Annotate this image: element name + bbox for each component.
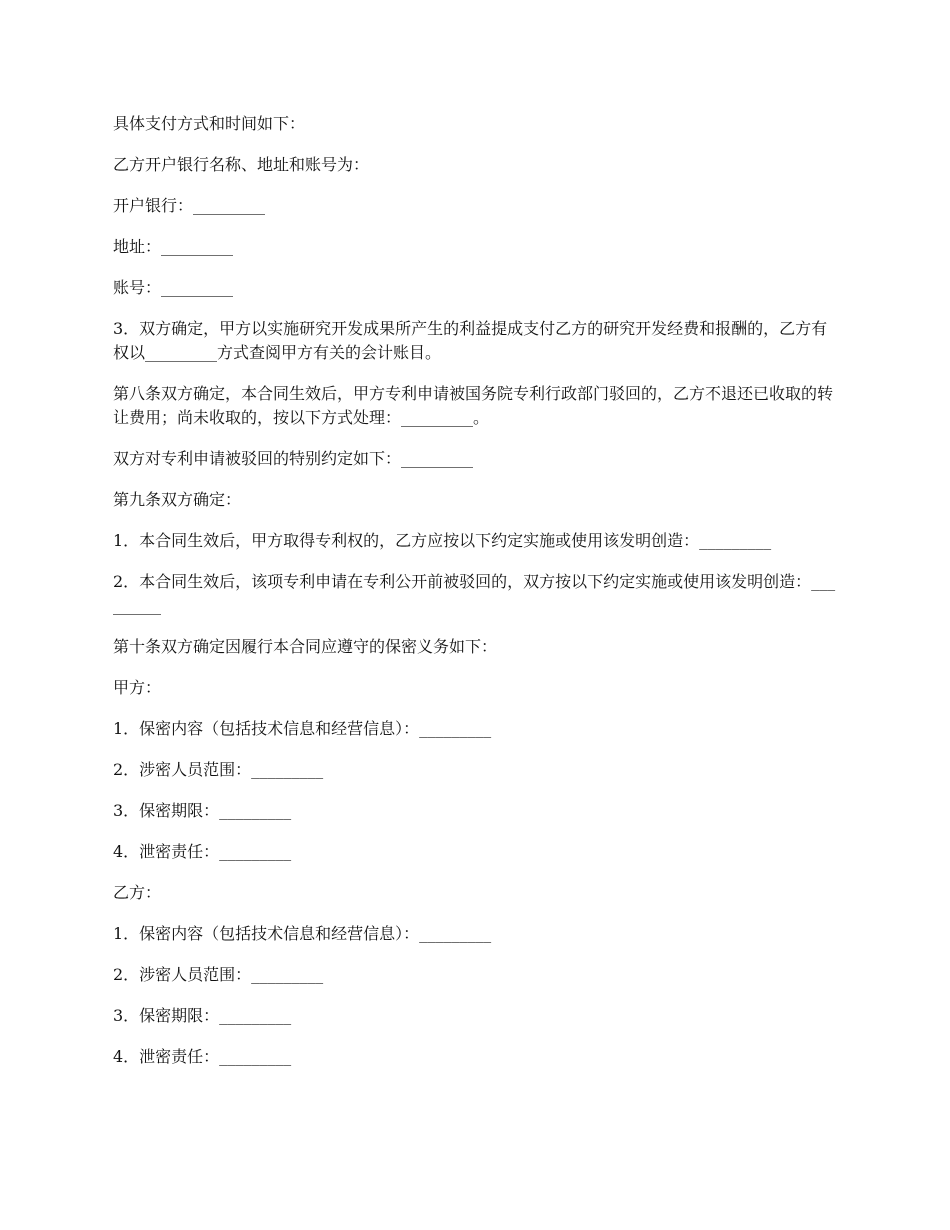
document-page bbox=[113, 112, 841, 1086]
paragraph-article-9-item-1: 1．本合同生效后，甲方取得专利权的，乙方应按以下约定实施或使用该发明创造：_________ bbox=[113, 531, 772, 550]
paragraph-party-a-item-1: 1．保密内容（包括技术信息和经营信息）：_________ bbox=[113, 719, 492, 738]
paragraph-party-a-heading: 甲方： bbox=[113, 678, 162, 697]
paragraph-article-9: 第九条双方确定： bbox=[113, 490, 242, 509]
paragraph-party-b-item-1: 1．保密内容（包括技术信息和经营信息）：_________ bbox=[113, 924, 492, 943]
paragraph-party-a-item-4: 4．泄密责任：_________ bbox=[113, 842, 292, 861]
paragraph-bank-info-heading: 乙方开户银行名称、地址和账号为： bbox=[113, 155, 370, 174]
paragraph-party-a-item-3: 3．保密期限：_________ bbox=[113, 801, 292, 820]
paragraph-account-number: 账号：_________ bbox=[113, 278, 234, 297]
paragraph-article-10: 第十条双方确定因履行本合同应遵守的保密义务如下： bbox=[113, 637, 498, 656]
paragraph-party-b-item-4: 4．泄密责任：_________ bbox=[113, 1047, 292, 1066]
paragraph-article-8: 第八条双方确定，本合同生效后，甲方专利申请被国务院专利行政部门驳回的，乙方不退还已收取的转让费用；尚未收取的，按以下方式处理：_________。 bbox=[113, 384, 834, 427]
paragraph-article-9-item-2: 2．本合同生效后，该项专利申请在专利公开前被驳回的，双方按以下约定实施或使用该发明创造：_________ bbox=[113, 572, 836, 615]
paragraph-party-b-heading: 乙方： bbox=[113, 883, 162, 902]
paragraph-rejection-special-terms: 双方对专利申请被驳回的特别约定如下：_________ bbox=[113, 449, 474, 468]
paragraph-payment-method: 具体支付方式和时间如下： bbox=[113, 114, 306, 133]
paragraph-party-b-item-3: 3．保密期限：_________ bbox=[113, 1006, 292, 1025]
paragraph-party-a-item-2: 2．涉密人员范围：_________ bbox=[113, 760, 324, 779]
paragraph-bank-name: 开户银行：_________ bbox=[113, 196, 266, 215]
paragraph-clause-3: 3．双方确定，甲方以实施研究开发成果所产生的利益提成支付乙方的研究开发经费和报酬的，乙方有权以_________方式查阅甲方有关的会计账目。 bbox=[113, 319, 828, 362]
paragraph-party-b-item-2: 2．涉密人员范围：_________ bbox=[113, 965, 324, 984]
paragraph-bank-address: 地址：_________ bbox=[113, 237, 234, 256]
